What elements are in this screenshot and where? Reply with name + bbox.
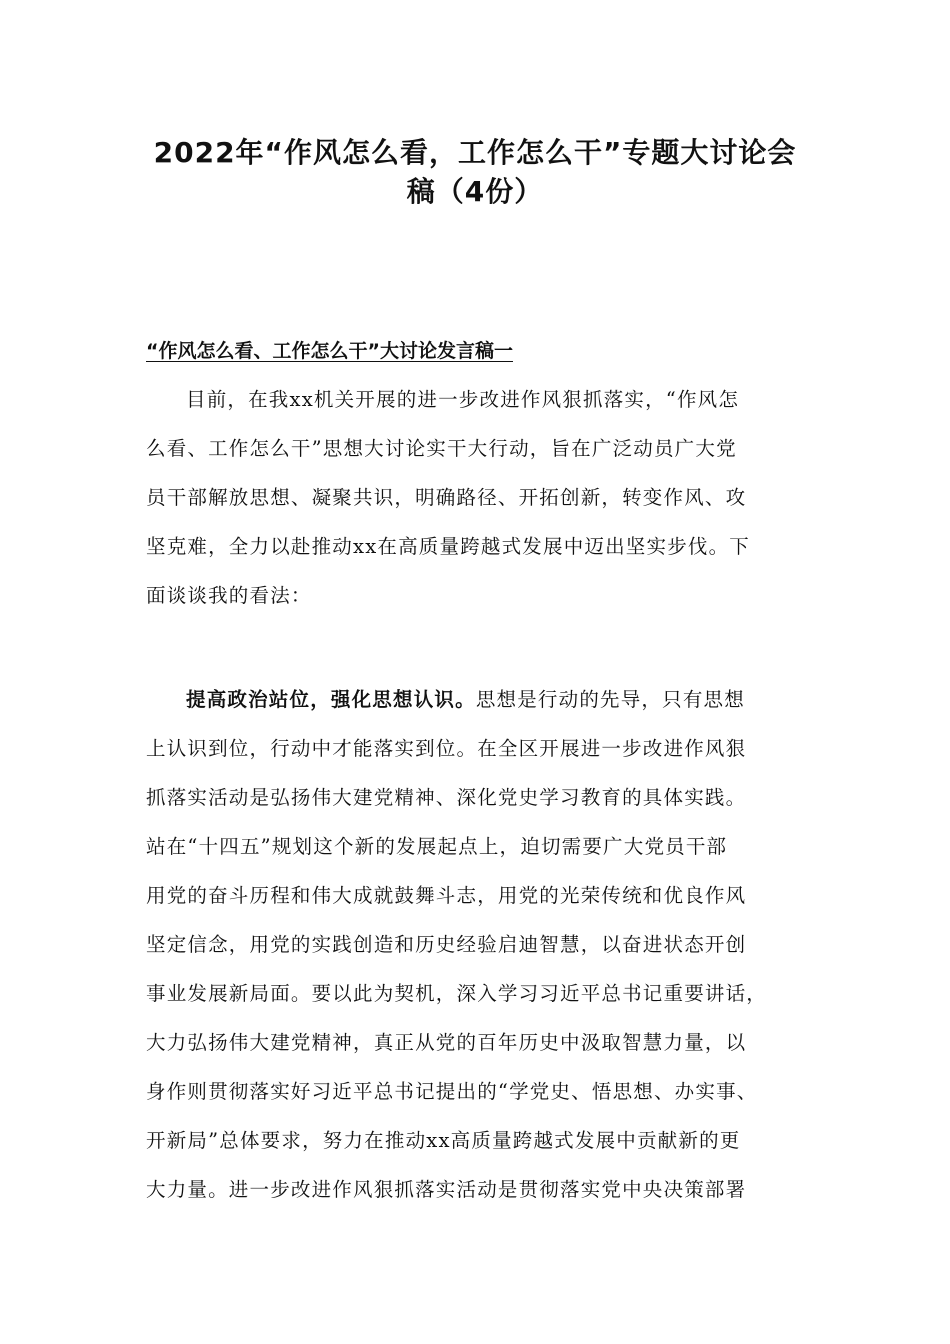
paragraph-first-line-rest: 思想是行动的先导，只有思想 [475,688,745,711]
paragraph-line: 事业发展新局面。要以此为契机，深入学习习近平总书记重要讲话， [146,982,768,1005]
paragraph-line: 身作则贯彻落实好习近平总书记提出的“学党史、悟思想、办实事、 [146,1080,758,1103]
paragraph-1 [146,375,816,620]
paragraph-line: 大力弘扬伟大建党精神，真正从党的百年历史中汲取智慧力量，以 [146,1031,747,1054]
paragraph-lead-bold: 提高政治站位，强化思想认识。 [186,688,476,711]
paragraph-line: 开新局”总体要求，努力在推动xx高质量跨越式发展中贡献新的更 [146,1129,741,1152]
paragraph-line: 面谈谈我的看法： [146,584,312,607]
paragraph-line: 大力量。进一步改进作风狠抓落实活动是贯彻落实党中央决策部署 [146,1178,747,1201]
paragraph-line: 上认识到位，行动中才能落实到位。在全区开展进一步改进作风狠 [146,737,747,760]
paragraph-line: 站在“十四五”规划这个新的发展起点上，迫切需要广大党员干部 [146,835,728,858]
title-line-2: 稿（4份） [406,175,544,208]
paragraph-line: 坚克难，全力以赴推动xx在高质量跨越式发展中迈出坚实步伐。下 [146,535,750,558]
paragraph-first-line [146,675,816,724]
title-line-1: 2022年“作风怎么看，工作怎么干”专题大讨论会 [153,136,797,169]
paragraph-2 [146,675,816,1214]
paragraph-line: 抓落实活动是弘扬伟大建党精神、深化党史学习教育的具体实践。 [146,786,747,809]
section-heading: “作风怎么看、工作怎么干”大讨论发言稿一 [146,340,513,362]
paragraph-line: 员干部解放思想、凝聚共识，明确路径、开拓创新，转变作风、攻 [146,486,747,509]
paragraph-line: 用党的奋斗历程和伟大成就鼓舞斗志，用党的光荣传统和优良作风 [146,884,747,907]
paragraph-line: 么看、工作怎么干”思想大讨论实干大行动，旨在广泛动员广大党 [146,437,737,460]
paragraph-line: 目前，在我xx机关开展的进一步改进作风狠抓落实，“作风怎 [186,388,740,411]
paragraph-line: 坚定信念，用党的实践创造和历史经验启迪智慧，以奋进状态开创 [146,933,747,956]
